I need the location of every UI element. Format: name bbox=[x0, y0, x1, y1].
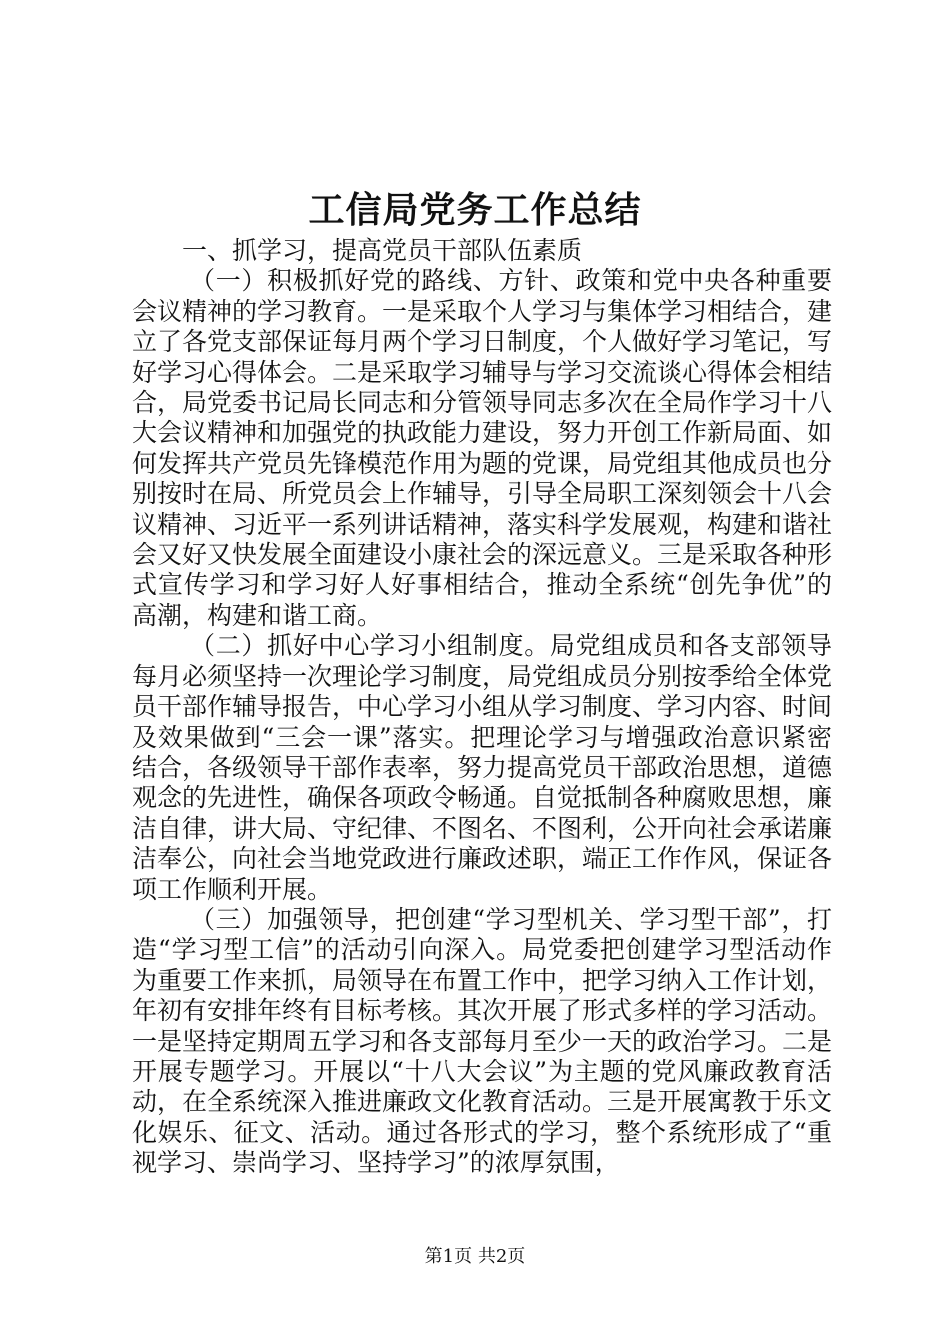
paragraph-2: （二）抓好中心学习小组制度。局党组成员和各支部领导每月必须坚持一次理论学习制度，局党组成员分别按季给全体党员干部作辅导报告，中心学习小组从学习制度、学习内容、时间及效果做到“三会一课”落实。把理论学习与增强政治意识紧密结合，各级领导干部作表率，努力提高党员干部政治思想，道德观念的先进性，确保各项政令畅通。自觉抵制各种腐败思想，廉洁自律，讲大局、守纪律、不图名、不图利，公开向社会承诺廉洁奉公，向社会当地党政进行廉政述职，端正工作作风，保证各项工作顺利开展。 bbox=[132, 631, 833, 904]
page-indicator: 第1页 共2页 bbox=[424, 1246, 526, 1267]
document-title: 工信局党务工作总结 bbox=[308, 189, 642, 231]
paragraph-1: （一）积极抓好党的路线、方针、政策和党中央各种重要会议精神的学习教育。一是采取个人学习与集体学习相结合，建立了各党支部保证每月两个学习日制度，个人做好学习笔记，写好学习心得体会。二是采取学习辅导与学习交流谈心得体会相结合，局党委书记局长同志和分管领导同志多次在全局作学习十八大会议精神和加强党的执政能力建设，努力开创工作新局面、如何发挥共产党员先锋模范作用为题的党课，局党组其他成员也分别按时在局、所党员会上作辅导，引导全局职工深刻领会十八会议精神、习近平一系列讲话精神，落实科学发展观，构建和谐社会又好又快发展全面建设小康社会的深远意义。三是采取各种形式宣传学习和学习好人好事相结合，推动全系统“创先争优”的高潮，构建和谐工商。 bbox=[132, 266, 833, 630]
paragraph-3: （三）加强领导，把创建“学习型机关、学习型干部”，打造“学习型工信”的活动引向深入。局党委把创建学习型活动作为重要工作来抓，局领导在布置工作中，把学习纳入工作计划，年初有安排年终有目标考核。其次开展了形式多样的学习活动。一是坚持定期周五学习和各支部每月至少一天的政治学习。二是开展专题学习。开展以“十八大会议”为主题的党风廉政教育活动，在全系统深入推进廉政文化教育活动。三是开展寓教于乐文化娱乐、征文、活动。通过各形式的学习，整个系统形成了“重视学习、崇尚学习、坚持学习”的浓厚氛围， bbox=[132, 904, 833, 1178]
section-heading: 一、抓学习，提高党员干部队伍素质 bbox=[182, 236, 583, 265]
document-body bbox=[132, 236, 832, 1179]
